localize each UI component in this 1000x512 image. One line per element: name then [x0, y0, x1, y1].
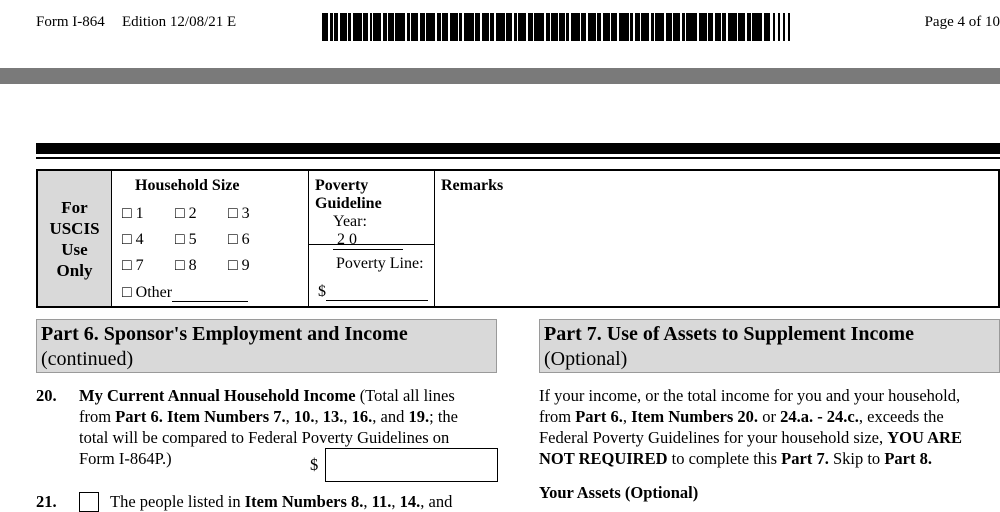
item20-lead: My Current Annual Household Income: [79, 386, 356, 405]
t: ,: [343, 407, 352, 426]
uscis-label-line: For: [61, 197, 88, 217]
poverty-divider: [309, 244, 434, 245]
part7-intro: [539, 385, 1000, 469]
t: Item Numbers 8.: [244, 492, 364, 511]
other-line[interactable]: [172, 287, 248, 302]
t: 24.a. - 24.c.: [780, 407, 859, 426]
t: 14.: [399, 492, 421, 511]
poverty-guideline-column: [309, 171, 435, 306]
remarks-column[interactable]: [435, 171, 998, 306]
t: NOT REQUIRED: [539, 449, 668, 468]
form-edition: Edition 12/08/21 E: [122, 14, 237, 30]
t: ,: [314, 407, 323, 426]
item21-text: [110, 491, 452, 512]
t: ,: [622, 407, 632, 426]
t: Part 6. Item Numbers 7.: [115, 407, 286, 426]
t: Skip to: [828, 449, 885, 468]
t: The people listed in: [110, 492, 245, 511]
household-other-checkbox[interactable]: [122, 284, 248, 302]
uscis-label-line: Use: [61, 239, 88, 259]
dollar-sign: $: [318, 283, 326, 300]
household-checkbox-7[interactable]: □ 7: [122, 257, 144, 274]
part7-header: [539, 319, 1000, 373]
item20-text1: (Total all lines: [355, 386, 455, 405]
t: ; the: [429, 407, 458, 426]
t: ,: [285, 407, 294, 426]
item20-line3: total will be compared to Federal Poverty Guidelines on: [79, 428, 450, 447]
poverty-guideline-heading: Poverty Guideline: [315, 177, 382, 212]
uscis-label-line: USCIS: [49, 218, 100, 238]
t: 16.: [351, 407, 373, 426]
household-checkbox-1[interactable]: □ 1: [122, 205, 144, 222]
household-checkbox-9[interactable]: □ 9: [228, 257, 250, 274]
part6-header: [36, 319, 497, 373]
part7-subtitle: (Optional): [544, 348, 628, 370]
t: , exceeds the: [858, 407, 944, 426]
item21-number: 21.: [36, 492, 57, 511]
t: Part 8.: [884, 449, 932, 468]
divider-thin: [36, 157, 1000, 159]
poverty-line-label: Poverty Line:: [336, 255, 424, 272]
t: 10.: [293, 407, 315, 426]
page-number: Page 4 of 10: [924, 14, 1000, 30]
t: YOU ARE: [887, 428, 962, 447]
t: from: [79, 407, 116, 426]
part6-subtitle: (continued): [41, 348, 134, 370]
form-id: Form I-864: [36, 14, 105, 30]
t: or: [758, 407, 781, 426]
household-checkbox-5[interactable]: □ 5: [175, 231, 197, 248]
household-checkbox-8[interactable]: □ 8: [175, 257, 197, 274]
year-field[interactable]: [333, 231, 403, 250]
t: 19.: [408, 407, 430, 426]
t: ,: [363, 492, 372, 511]
t: , and: [420, 492, 453, 511]
household-checkbox-3[interactable]: □ 3: [228, 205, 250, 222]
remarks-heading: Remarks: [441, 177, 504, 194]
household-size-heading: Household Size: [135, 177, 240, 194]
t: 13.: [322, 407, 344, 426]
part7-line1: If your income, or the total income for you and your household,: [539, 386, 961, 405]
your-assets-heading: Your Assets (Optional): [539, 483, 699, 502]
t: ,: [391, 492, 400, 511]
household-size-column: [112, 171, 309, 306]
t: from: [539, 407, 576, 426]
year-prefix: 2 0: [337, 231, 357, 248]
household-checkbox-4[interactable]: □ 4: [122, 231, 144, 248]
t: to complete this: [667, 449, 782, 468]
part7-title: Part 7. Use of Assets to Supplement Income: [544, 323, 914, 345]
t: , and: [372, 407, 409, 426]
gray-band: [0, 68, 1000, 84]
t: Part 6.: [575, 407, 623, 426]
part6-title: Part 6. Sponsor's Employment and Income: [41, 323, 408, 345]
income-dollar: $: [310, 455, 319, 474]
barcode: [322, 13, 790, 41]
household-income-input[interactable]: [325, 448, 498, 482]
t: Federal Poverty Guidelines for your household size,: [539, 428, 888, 447]
t: 11.: [371, 492, 392, 511]
t: Item Numbers 20.: [631, 407, 759, 426]
poverty-line-field[interactable]: [326, 286, 428, 301]
uscis-use-only-box: [36, 169, 1000, 308]
item20-number: 20.: [36, 386, 57, 405]
divider-thick: [36, 143, 1000, 154]
uscis-label-line: Only: [56, 260, 93, 280]
household-checkbox-6[interactable]: □ 6: [228, 231, 250, 248]
item20-line4: Form I-864P.): [79, 449, 172, 468]
item21-checkbox[interactable]: [79, 492, 99, 512]
other-label: □ Other: [122, 284, 173, 301]
year-label: Year:: [333, 213, 367, 230]
uscis-label: [38, 171, 112, 306]
household-checkbox-2[interactable]: □ 2: [175, 205, 197, 222]
t: Part 7.: [781, 449, 829, 468]
poverty-line-row: [318, 283, 428, 301]
